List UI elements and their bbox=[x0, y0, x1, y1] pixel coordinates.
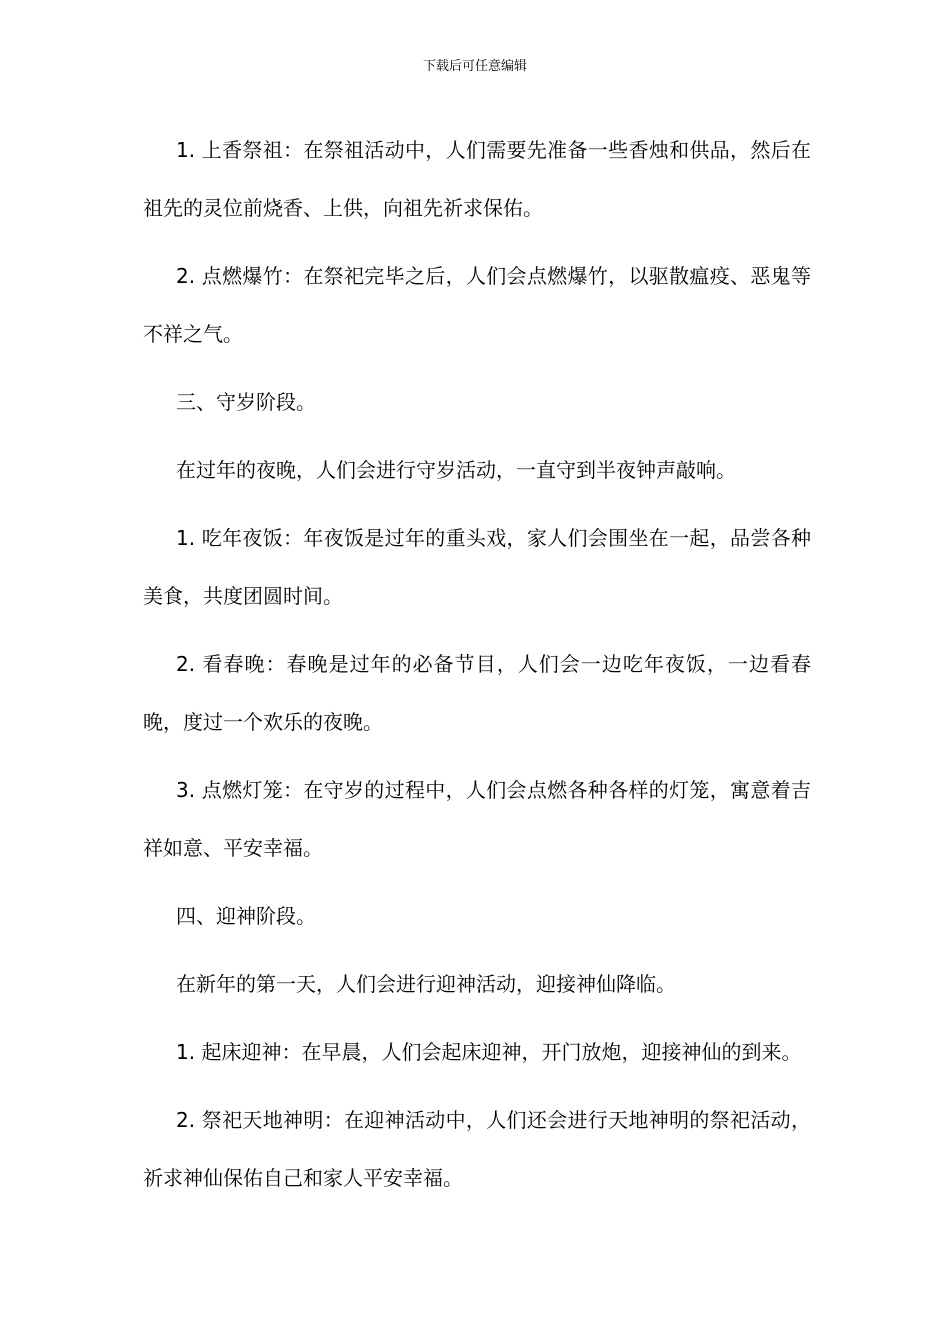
paragraph-lanterns: 3. 点燃灯笼：在守岁的过程中，人们会点燃各种各样的灯笼，寓意着吉祥如意、平安幸福。 bbox=[143, 778, 811, 860]
section-heading-shousui: 三、守岁阶段。 bbox=[176, 390, 316, 414]
paragraph-reunion-dinner: 1. 吃年夜饭：年夜饭是过年的重头戏，家人们会围坐在一起，品尝各种美食，共度团圆时间。 bbox=[143, 526, 811, 608]
page-header-note: 下载后可任意编辑 bbox=[422, 59, 527, 74]
paragraph-spring-gala: 2. 看春晚：春晚是过年的必备节目，人们会一边吃年夜饭，一边看春晚，度过一个欢乐的夜晚。 bbox=[143, 652, 811, 734]
paragraph-morning-welcome: 1. 起床迎神：在早晨，人们会起床迎神，开门放炮，迎接神仙的到来。 bbox=[176, 1040, 802, 1064]
paragraph-worship-deities: 2. 祭祀天地神明：在迎神活动中，人们还会进行天地神明的祭祀活动，祈求神仙保佑自己和家人平安幸福。 bbox=[143, 1108, 811, 1190]
paragraph-offer-incense: 1. 上香祭祖：在祭祖活动中，人们需要先准备一些香烛和供品，然后在祖先的灵位前烧香、上供，向祖先祈求保佑。 bbox=[143, 138, 811, 220]
paragraph-yingshen-intro: 在新年的第一天，人们会进行迎神活动，迎接神仙降临。 bbox=[176, 972, 676, 996]
paragraph-shousui-intro: 在过年的夜晚，人们会进行守岁活动，一直守到半夜钟声敲响。 bbox=[176, 458, 736, 482]
document-body bbox=[143, 121, 811, 1217]
paragraph-firecrackers: 2. 点燃爆竹：在祭祀完毕之后，人们会点燃爆竹，以驱散瘟疫、恶鬼等不祥之气。 bbox=[143, 264, 811, 346]
section-heading-yingshen: 四、迎神阶段。 bbox=[176, 904, 316, 928]
